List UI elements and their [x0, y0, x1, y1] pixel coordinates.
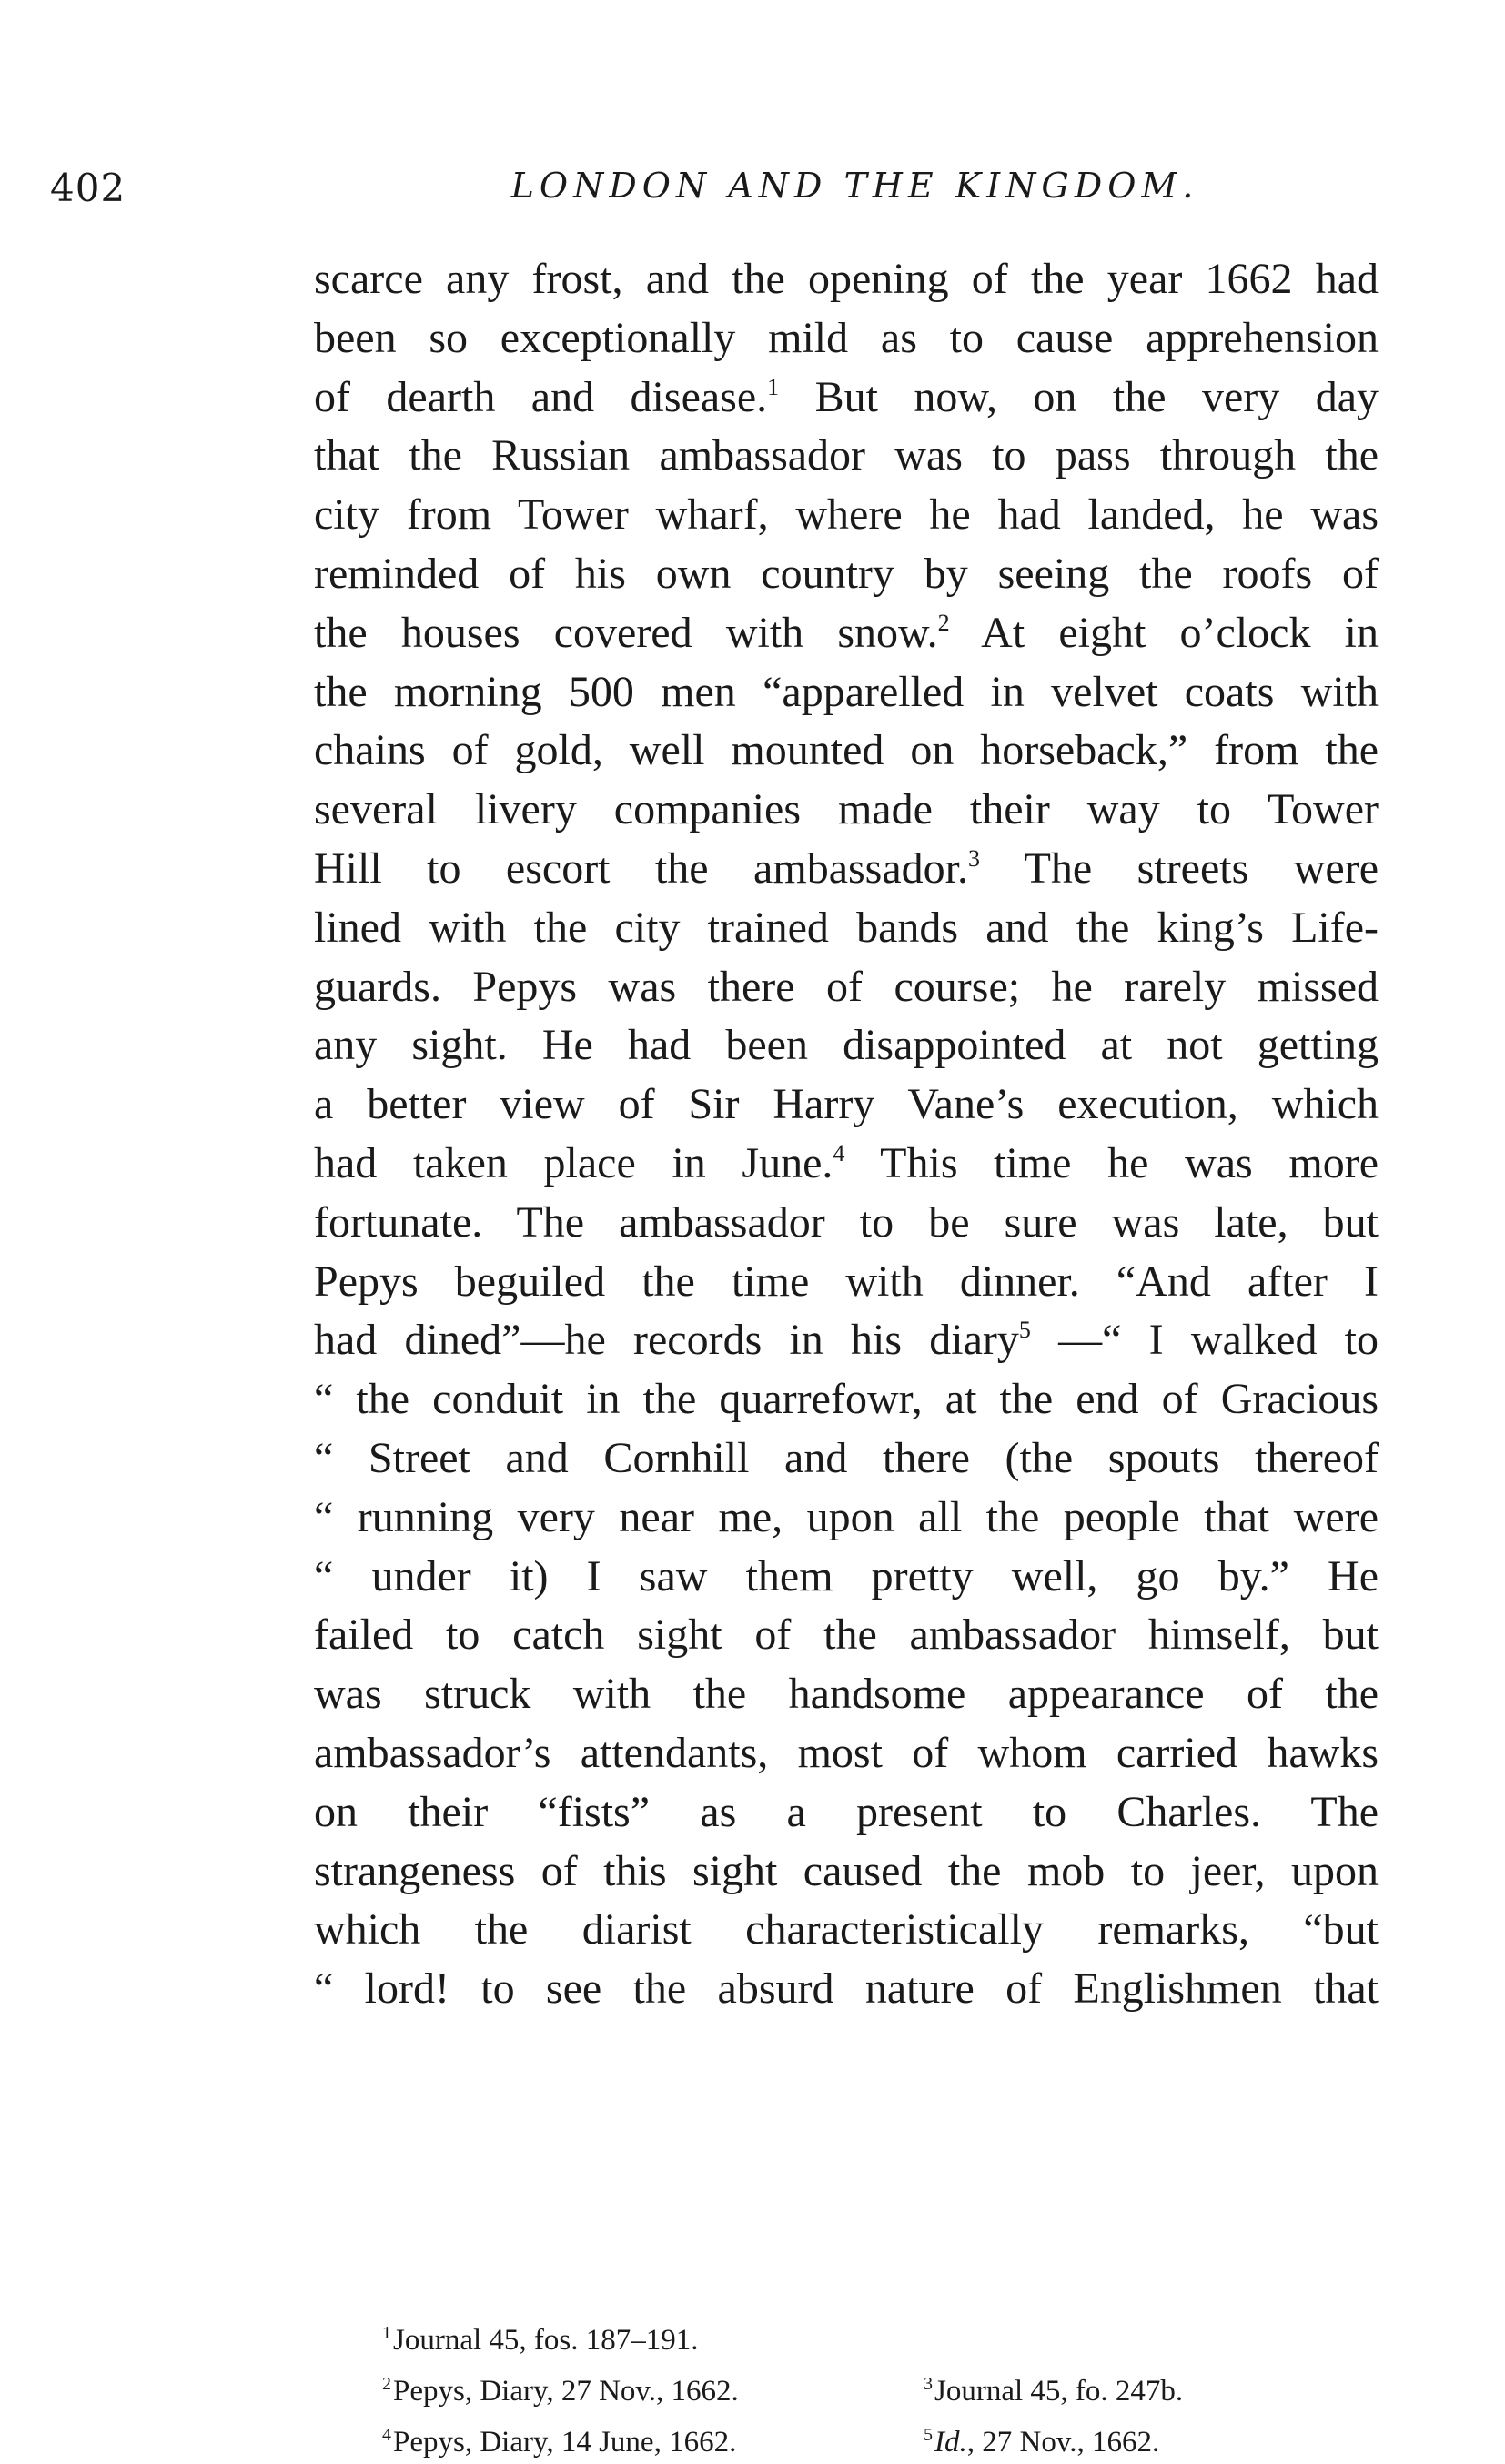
text-line: “ lord! to see the absurd nature of Englishmen that	[314, 1964, 1379, 2014]
text-line: guards. Pepys was there of course; he rarely missed	[314, 962, 1379, 1011]
text-line: lined with the city trained bands and the king’s Life-	[314, 903, 1379, 952]
text-line: the morning 500 men “apparelled in velvet coats with	[314, 667, 1379, 716]
footnote-1: $^1$Journal 45, fos. 187–191.	[382, 2323, 699, 2357]
text-line: on their “fists” as a present to Charles. The	[314, 1787, 1379, 1836]
text-line: city from Tower wharf, where he had landed, he was	[314, 490, 1379, 540]
footnote-ref: 4	[833, 1139, 845, 1166]
page-number: 402	[50, 166, 126, 210]
text-line: chains of gold, well mounted on horseback,” from the	[314, 726, 1379, 775]
text-line: strangeness of this sight caused the mob to jeer, upon	[314, 1846, 1379, 1895]
running-head: LONDON AND THE KINGDOM.	[510, 166, 1199, 206]
text-line: been so exceptionally mild as to cause apprehension	[314, 313, 1379, 362]
footnotes	[382, 2311, 1338, 2464]
text-line: scarce any frost, and the opening of the year 1662 had	[314, 255, 1379, 303]
text-line: of dearth and disease.$^1$ But now, on the very day	[314, 372, 1379, 421]
text-line: that the Russian ambassador was to pass through the	[314, 431, 1379, 480]
text-line: “ running very near me, upon all the people that were	[314, 1492, 1379, 1541]
text-line: was struck with the handsome appearance of the	[314, 1670, 1379, 1719]
text-line: failed to catch sight of the ambassador himself, but	[314, 1611, 1379, 1660]
footnote-4: $^4$Pepys, Diary, 14 June, 1662.	[382, 2425, 737, 2459]
footnote-row	[382, 2311, 1338, 2362]
text-line: ambassador’s attendants, most of whom carried hawks	[314, 1728, 1379, 1777]
footnote-row	[382, 2413, 1338, 2464]
footnote-ref: 3	[968, 844, 981, 872]
text-line: Hill to escort the ambassador.$^3$ The streets were	[314, 843, 1379, 893]
text-line: reminded of his own country by seeing the roofs of	[314, 549, 1379, 598]
footnote-row	[382, 2362, 1338, 2413]
text-line: Pepys beguiled the time with dinner. “And after I	[314, 1257, 1379, 1306]
text-line: “ the conduit in the quarrefowr, at the end of Gracious	[314, 1375, 1379, 1424]
text-line: “ Street and Cornhill and there (the spouts thereof	[314, 1433, 1379, 1482]
footnote-ref: 5	[1018, 1317, 1031, 1344]
footnote-ref: 1	[767, 373, 780, 400]
text-line: any sight. He had been disappointed at not getting	[314, 1021, 1379, 1070]
footnote-ref: 2	[937, 609, 950, 636]
footnote-2: $^2$Pepys, Diary, 27 Nov., 1662.	[382, 2374, 739, 2408]
text-line: which the diarist characteristically remarks, “but	[314, 1905, 1379, 1954]
body-text	[314, 250, 1379, 2019]
footnote-3: $^3$Journal 45, fo. 247b.	[924, 2374, 1184, 2408]
text-line: a better view of Sir Harry Vane’s execution, which	[314, 1080, 1379, 1129]
footnote-5: $^5$Id., 27 Nov., 1662.	[924, 2425, 1160, 2459]
text-line: several livery companies made their way to Tower	[314, 785, 1379, 834]
text-line: fortunate. The ambassador to be sure was late, but	[314, 1197, 1379, 1247]
text-line: the houses covered with snow.$^2$ At eight o’clock in	[314, 608, 1379, 657]
text-line: “ under it) I saw them pretty well, go by.” He	[314, 1551, 1379, 1601]
text-line: had dined”—he records in his diary$^5$ —“ I walked to	[314, 1316, 1379, 1365]
text-line: had taken place in June.$^4$ This time he was more	[314, 1138, 1379, 1187]
